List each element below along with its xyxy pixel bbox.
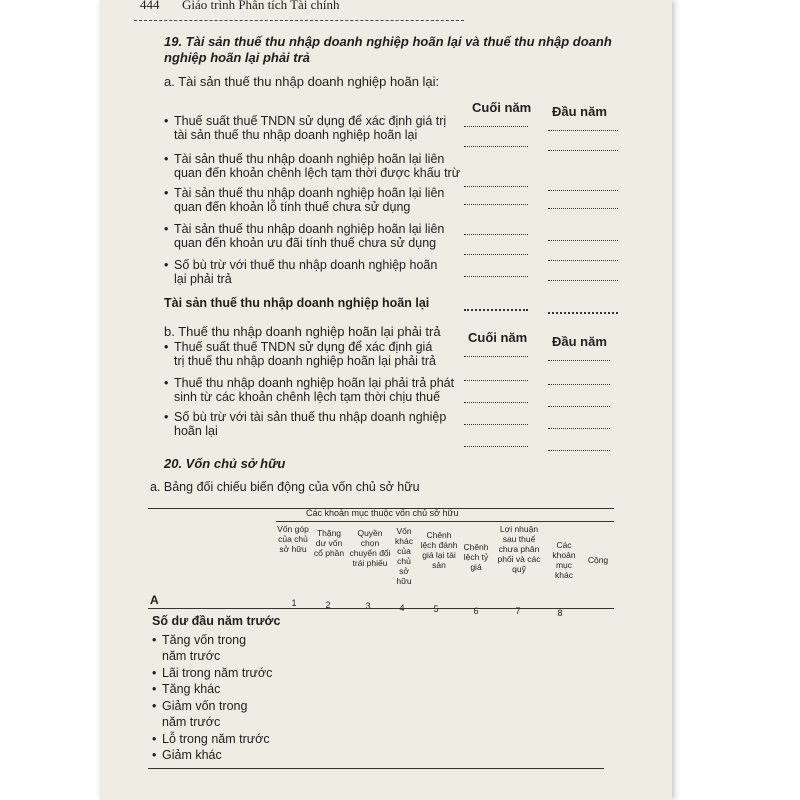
col-header: Vốn góp của chủ sở hữu — [277, 524, 309, 554]
value-dots — [464, 356, 528, 357]
section-20-title: 20. Vốn chủ sở hữu — [164, 456, 286, 471]
table-row: • Giảm vốn trong năm trước — [162, 698, 247, 730]
col-header: Quyền chọn chuyển đổi trái phiếu — [349, 528, 391, 568]
table-group-rule — [276, 521, 614, 522]
col-header: Cộng — [587, 555, 609, 565]
s19-a-item-1: • Thuế suất thuế TNDN sử dụng để xác định giá trị tài sản thuế thu nhập doanh nghiệp hoãn lại — [174, 114, 446, 142]
value-dots — [464, 146, 528, 147]
value-dots — [548, 208, 618, 209]
col-number: 6 — [473, 606, 479, 616]
row-a-label: A — [150, 593, 159, 607]
s19-a-col-begin: Đầu năm — [552, 104, 607, 119]
col-number: 2 — [325, 600, 331, 610]
value-dots — [548, 280, 618, 281]
col-number: 5 — [433, 604, 439, 614]
s19-a-item-5: • Số bù trừ với thuế thu nhập doanh nghiệp hoãn lại phải trả — [174, 258, 437, 286]
table-header-rule — [148, 608, 614, 609]
s19-b-label: b. Thuế thu nhập doanh nghiệp hoãn lại phải trả — [164, 324, 441, 339]
col-number: 1 — [291, 598, 297, 608]
s19-b-item-2: • Thuế thu nhập doanh nghiệp hoãn lại phải trả phát sinh từ các khoản chênh lệch tạm thời chịu thuế — [174, 376, 454, 404]
value-dots — [548, 384, 610, 385]
value-dots — [464, 402, 528, 403]
value-dots — [548, 428, 610, 429]
col-header: Lợi nhuận sau thuế chưa phân phối và các quỹ — [497, 524, 541, 574]
value-dots — [464, 204, 528, 205]
running-header — [134, 0, 464, 21]
col-header: Chênh lệch đánh giá lại tài sản — [420, 530, 458, 570]
value-dots — [548, 190, 618, 191]
col-number: 7 — [515, 606, 521, 616]
s20-a-label: a. Bảng đối chiếu biến động của vốn chủ sở hữu — [150, 480, 420, 494]
page-number: 444 — [140, 0, 160, 12]
value-dots — [548, 312, 618, 314]
value-dots — [548, 240, 618, 241]
value-dots — [464, 446, 528, 447]
value-dots — [464, 254, 528, 255]
value-dots — [464, 186, 528, 187]
s19-a-item-4: • Tài sản thuế thu nhập doanh nghiệp hoãn lại liên quan đến khoản ưu đãi tính thuế chưa sử dụng — [174, 222, 444, 250]
value-dots — [464, 309, 528, 311]
table-group-header: Các khoản mục thuộc vốn chủ sở hữu — [306, 508, 459, 518]
table-bottom-rule — [148, 768, 604, 769]
s19-a-total-label: Tài sản thuế thu nhập doanh nghiệp hoãn lại — [164, 296, 430, 310]
value-dots — [548, 150, 618, 151]
section-19-title-cont: nghiệp hoãn lại phải trả — [164, 50, 310, 65]
value-dots — [464, 126, 528, 127]
col-number: 3 — [365, 601, 371, 611]
s19-a-item-3: • Tài sản thuế thu nhập doanh nghiệp hoãn lại liên quan đến khoản lỗ tính thuế chưa sử dụng — [174, 186, 444, 214]
col-number: 8 — [557, 608, 563, 618]
value-dots — [464, 424, 528, 425]
book-page — [100, 0, 672, 800]
table-row: • Tăng khác — [162, 682, 220, 696]
s19-a-label: a. Tài sản thuế thu nhập doanh nghiệp hoãn lại: — [164, 74, 440, 89]
s19-b-item-3: • Số bù trừ với tài sản thuế thu nhập doanh nghiệp hoãn lại — [174, 410, 446, 438]
col-header: Chênh lệch tỷ giá — [463, 542, 489, 572]
col-header: Thặng dư vốn cổ phần — [313, 528, 345, 558]
col-header: Các khoản mục khác — [552, 540, 576, 580]
value-dots — [548, 450, 610, 451]
book-title: Giáo trình Phân tích Tài chính — [182, 0, 340, 12]
col-number: 4 — [399, 603, 405, 613]
value-dots — [464, 234, 528, 235]
value-dots — [464, 380, 528, 381]
value-dots — [548, 360, 610, 361]
table-row: • Lãi trong năm trước — [162, 666, 272, 680]
s19-b-item-1: • Thuế suất thuế TNDN sử dụng để xác định giá trị thuế thu nhập doanh nghiệp hoãn lại phải trả — [174, 340, 436, 368]
value-dots — [548, 406, 610, 407]
col-header: Vốn khác của chủ sở hữu — [395, 526, 413, 586]
section-19-title: 19. Tài sản thuế thu nhập doanh nghiệp hoãn lại và thuế thu nhập doanh — [164, 34, 612, 49]
s19-a-item-2: • Tài sản thuế thu nhập doanh nghiệp hoãn lại liên quan đến khoản chênh lệch tạm thời được khấu trừ — [174, 152, 460, 180]
value-dots — [548, 260, 618, 261]
opening-balance-row: Số dư đầu năm trước — [152, 614, 281, 628]
s19-b-col-begin: Đầu năm — [552, 334, 607, 349]
s19-b-col-end: Cuối năm — [468, 330, 528, 345]
table-row: • Giảm khác — [162, 748, 222, 762]
table-row: • Tăng vốn trong năm trước — [162, 632, 246, 664]
table-row: • Lỗ trong năm trước — [162, 732, 270, 746]
value-dots — [548, 130, 618, 131]
value-dots — [464, 276, 528, 277]
s19-a-col-end: Cuối năm — [472, 100, 532, 115]
